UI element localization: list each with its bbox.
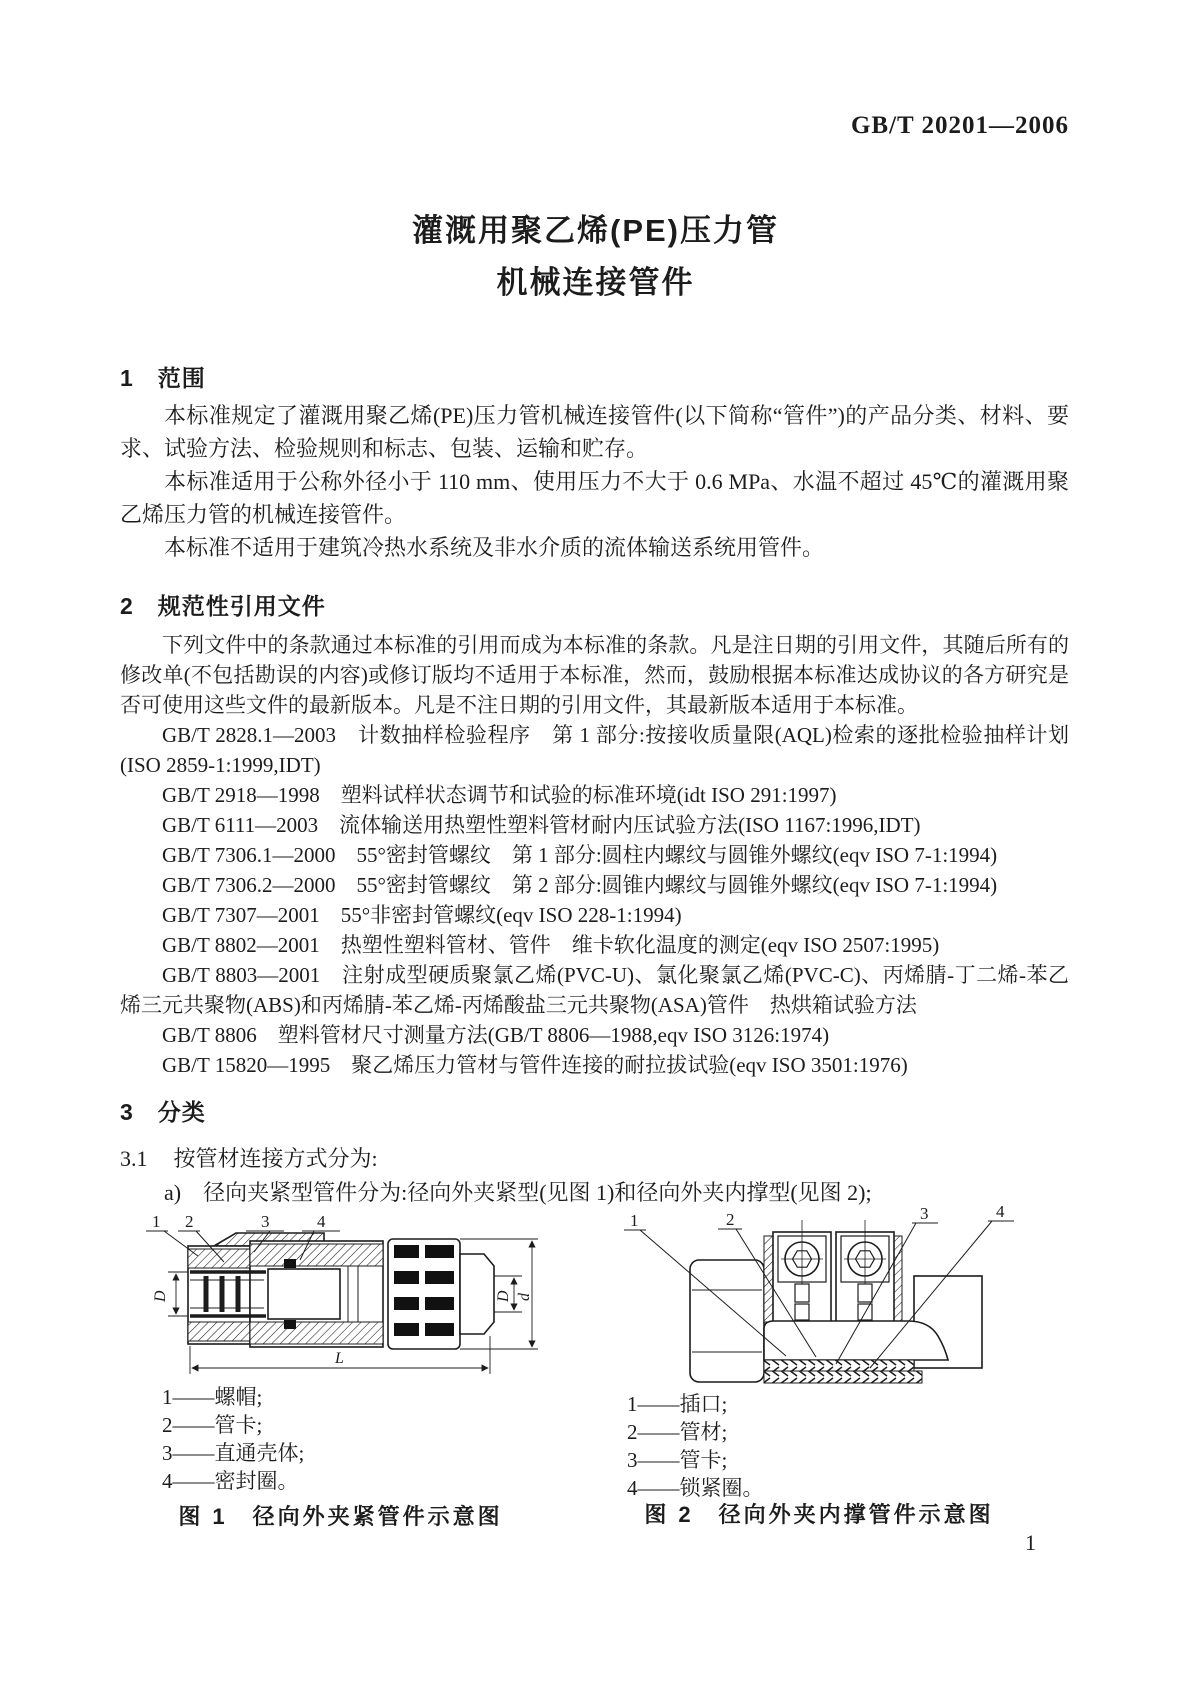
figure1-drawing [138, 1214, 543, 1382]
fig2-callout-4: 4 [996, 1202, 1005, 1221]
section1-body [120, 399, 1069, 564]
section2-body [120, 630, 1069, 1080]
fig1-end-cap [460, 1254, 494, 1334]
section3-heading [120, 1094, 206, 1127]
document-title [0, 205, 1191, 309]
legend-item: 1——插口; [627, 1392, 728, 1416]
fig2-saddle-body [764, 1321, 948, 1360]
fig1-nut-hatch-bottom [188, 1322, 250, 1341]
title-line-1: 灌溉用聚乙烯(PE)压力管 [412, 213, 779, 248]
fig2-barb-band-top [764, 1360, 914, 1371]
fig1-callout-3: 3 [261, 1212, 270, 1231]
fig1-dim-L: L [335, 1350, 344, 1367]
fig1-dim-D-left: D [152, 1290, 169, 1302]
section1-heading [120, 360, 206, 393]
reference-item: GB/T 6111—2003 流体输送用热塑性塑料管材耐内压试验方法(ISO 1167:1996,IDT) [162, 813, 921, 837]
section2-number: 2 [120, 593, 134, 619]
reference-item: GB/T 15820—1995 聚乙烯压力管材与管件连接的耐拉拔试验(eqv ISO 3501:1976) [162, 1053, 908, 1077]
section1-number: 1 [120, 365, 134, 391]
reference-item: GB/T 8803—2001 注射成型硬质聚氯乙烯(PVC-U)、氯化聚氯乙烯(PVC-C)、丙烯腈-丁二烯-苯乙烯三元共聚物(ABS)和丙烯腈-苯乙烯-丙烯酸盐三元共聚物(ASA)管件 热烘箱试验方法 [120, 963, 1069, 1017]
fig1-bore-window [268, 1269, 340, 1319]
list-item-a: a) 径向夹紧型管件分为:径向外夹紧型(见图 1)和径向外夹内撑型(见图 2); [164, 1180, 872, 1205]
fig1-dim-D-right: D [495, 1290, 512, 1302]
figure2-caption: 图 2 径向外夹内撑管件示意图 [644, 1502, 994, 1527]
fig1-body-hatch-bottom [250, 1322, 383, 1344]
reference-item: GB/T 7306.1—2000 55°密封管螺纹 第 1 部分:圆柱内螺纹与圆锥外螺纹(eqv ISO 7-1:1994) [162, 843, 998, 867]
figure2-legend [627, 1390, 764, 1502]
fig1-callout-2: 2 [185, 1212, 194, 1231]
fig2-callout-3: 3 [920, 1204, 929, 1223]
legend-item: 4——密封圈。 [162, 1469, 299, 1493]
fig1-seal-top [284, 1259, 296, 1268]
section3-number: 3 [120, 1099, 134, 1125]
section2-title: 规范性引用文件 [157, 593, 326, 619]
reference-item: GB/T 2828.1—2003 计数抽样检验程序 第 1 部分:按接收质量限(AQL)检索的逐批检验抽样计划(ISO 2859-1:1999,IDT) [120, 723, 1069, 777]
fig1-seal-bottom [284, 1320, 296, 1329]
page-number: 1 [1025, 1530, 1036, 1555]
title-line-2: 机械连接管件 [496, 265, 695, 300]
standard-number: GB/T 20201—2006 [850, 112, 1069, 139]
fig2-clamp-strip-left [764, 1236, 773, 1322]
fig1-body-hatch-top [250, 1244, 383, 1266]
clause-3-1 [120, 1142, 1069, 1173]
reference-item: GB/T 8806 塑料管材尺寸测量方法(GB/T 8806—1988,eqv ISO 3126:1974) [162, 1023, 830, 1047]
paragraph: 本标准不适用于建筑冷热水系统及非水介质的流体输送系统用管件。 [164, 535, 825, 560]
fig2-hex-nut [690, 1260, 764, 1382]
paragraph: 下列文件中的条款通过本标准的引用而成为本标准的条款。凡是注日期的引用文件，其随后所有的修改单(不包括勘误的内容)或修订版均不适用于本标准，然而，鼓励根据本标准达成协议的各方研究是否可使用这些文件的最新版本。凡是不注日期的引用文件，其最新版本适用于本标准。 [120, 633, 1069, 717]
section1-title: 范围 [157, 365, 206, 391]
fig1-callout-1: 1 [152, 1212, 161, 1231]
figure2-drawing [618, 1202, 1020, 1390]
reference-item: GB/T 7306.2—2000 55°密封管螺纹 第 2 部分:圆锥内螺纹与圆锥外螺纹(eqv ISO 7-1:1994) [162, 873, 998, 897]
fig2-callout-1: 1 [630, 1211, 639, 1230]
legend-item: 4——锁紧圈。 [627, 1476, 764, 1500]
clause-3-1-text: 按管材连接方式分为: [173, 1146, 378, 1171]
reference-item: GB/T 8802—2001 热塑性塑料管材、管件 维卡软化温度的测定(eqv ISO 2507:1995) [162, 933, 940, 957]
reference-item: GB/T 2918—1998 塑料试样状态调节和试验的标准环境(idt ISO 291:1997) [162, 783, 837, 807]
legend-item: 1——螺帽; [162, 1385, 263, 1409]
clause-3-1-number: 3.1 [120, 1146, 148, 1171]
fig1-dim-d-outer: d [516, 1293, 533, 1301]
paragraph: 本标准适用于公称外径小于 110 mm、使用压力不大于 0.6 MPa、水温不超过 45℃的灌溉用聚乙烯压力管的机械连接管件。 [120, 469, 1069, 527]
legend-item: 3——直通壳体; [162, 1441, 305, 1465]
legend-item: 2——管材; [627, 1420, 728, 1444]
figure1-legend [162, 1383, 304, 1495]
legend-item: 2——管卡; [162, 1413, 263, 1437]
fig2-callout-2: 2 [726, 1210, 735, 1229]
fig1-nut-hatch-top [188, 1249, 250, 1268]
paragraph: 本标准规定了灌溉用聚乙烯(PE)压力管机械连接管件(以下简称“管件”)的产品分类、材料、要求、试验方法、检验规则和标志、包装、运输和贮存。 [120, 403, 1069, 461]
fig2-bolt-1 [773, 1220, 831, 1324]
section2-heading [120, 588, 326, 621]
fig1-callout-4: 4 [317, 1212, 326, 1231]
fig2-bolt-2 [836, 1220, 894, 1324]
fig2-barb-band-bottom [764, 1371, 922, 1383]
figure1-caption: 图 1 径向外夹紧管件示意图 [178, 1504, 503, 1529]
reference-item: GB/T 7307—2001 55°非密封管螺纹(eqv ISO 228-1:1994) [162, 903, 682, 927]
legend-item: 3——管卡; [627, 1448, 728, 1472]
section3-title: 分类 [157, 1099, 206, 1125]
